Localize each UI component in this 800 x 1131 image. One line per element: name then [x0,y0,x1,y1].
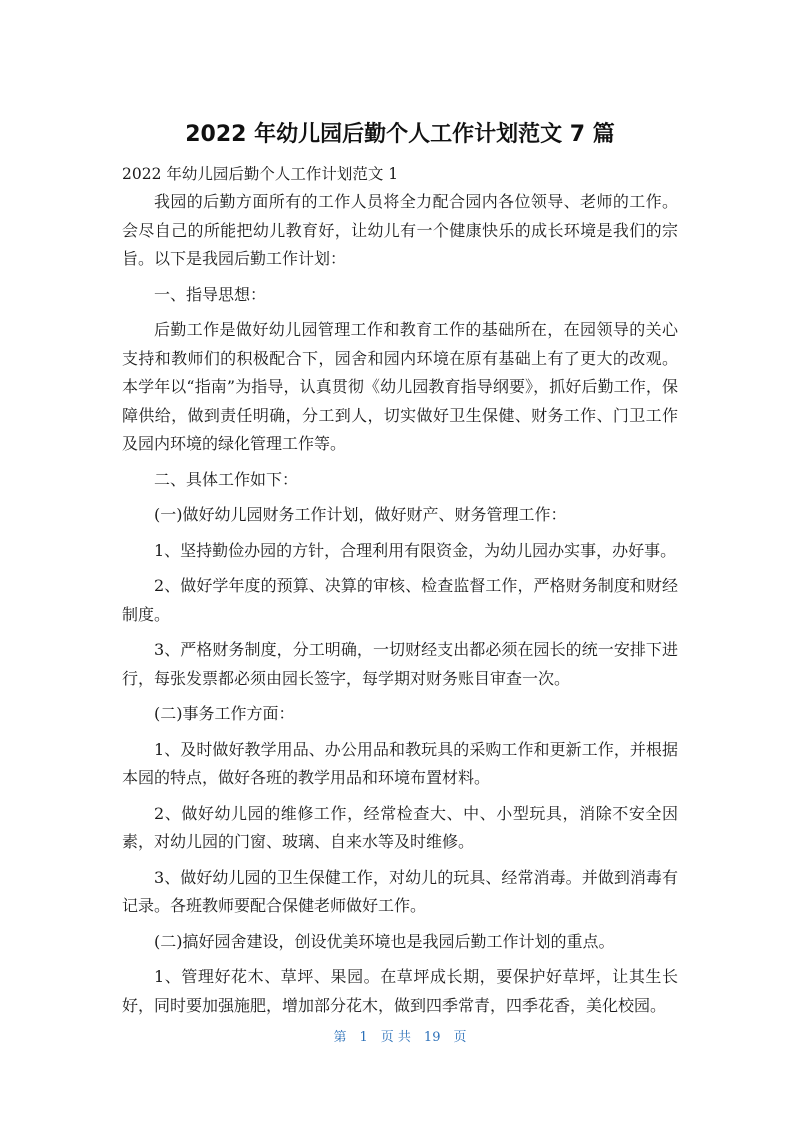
page-number-footer: 第 1 页 共 19 页 [333,1030,467,1045]
section-heading: 二、具体工作如下： [154,469,299,489]
list-item: 2、做好幼儿园的维修工作，经常检查大、中、小型玩具，消除不安全因素，对幼儿园的门窗、玻璃、自来水等及时维修。 [122,803,678,851]
list-item: 3、严格财务制度，分工明确，一切财经支出都必须在园长的统一安排下进行，每张发票都必须由园长签字，每学期对财务账目审查一次。 [122,640,678,688]
list-item: 1、及时做好教学用品、办公用品和教玩具的采购工作和更新工作，并根据本园的特点，做好各班的教学用品和环境布置材料。 [122,739,678,787]
paragraph: 后勤工作是做好幼儿园管理工作和教育工作的基础所在，在园领导的关心支持和教师们的积极配合下，园舍和园内环境在原有基础上有了更大的改观。本学年以“指南”为指导，认真贯彻《幼儿园教育指导纲要》，抓好后勤工作，保障供给，做到责任明确，分工到人，切实做好卫生保健、财务工作、门卫工作及园内环境的绿化管理工作等。 [122,320,678,453]
document-title: 2022 年幼儿园后勤个人工作计划范文 7 篇 [185,122,615,147]
subsection-heading: (一)做好幼儿园财务工作计划，做好财产、财务管理工作： [154,505,567,524]
subsection-heading: (二)事务工作方面： [154,704,295,723]
paragraph: 我园的后勤方面所有的工作人员将全力配合园内各位领导、老师的工作。会尽自己的所能把幼儿教育好，让幼儿有一个健康快乐的成长环境是我们的宗旨。以下是我园后勤工作计划： [122,192,678,268]
document-subtitle: 2022 年幼儿园后勤个人工作计划范文 1 [122,165,399,183]
section-heading: 一、指导思想： [154,284,267,304]
list-item: 1、坚持勤俭办园的方针，合理利用有限资金，为幼儿园办实事，办好事。 [154,540,677,560]
subsection-heading: (二)搞好园舍建设，创设优美环境也是我园后勤工作计划的重点。 [154,931,615,951]
list-item: 3、做好幼儿园的卫生保健工作，对幼儿的玩具、经常消毒。并做到消毒有记录。各班教师要配合保健老师做好工作。 [122,867,678,915]
document-body [122,160,678,1027]
list-item: 2、做好学年度的预算、决算的审核、检查监督工作，严格财务制度和财经制度。 [122,576,678,624]
list-item: 1、管理好花木、草坪、果园。在草坪成长期，要保护好草坪，让其生长好，同时要加强施肥，增加部分花木，做到四季常青，四季花香，美化校园。 [122,967,678,1015]
